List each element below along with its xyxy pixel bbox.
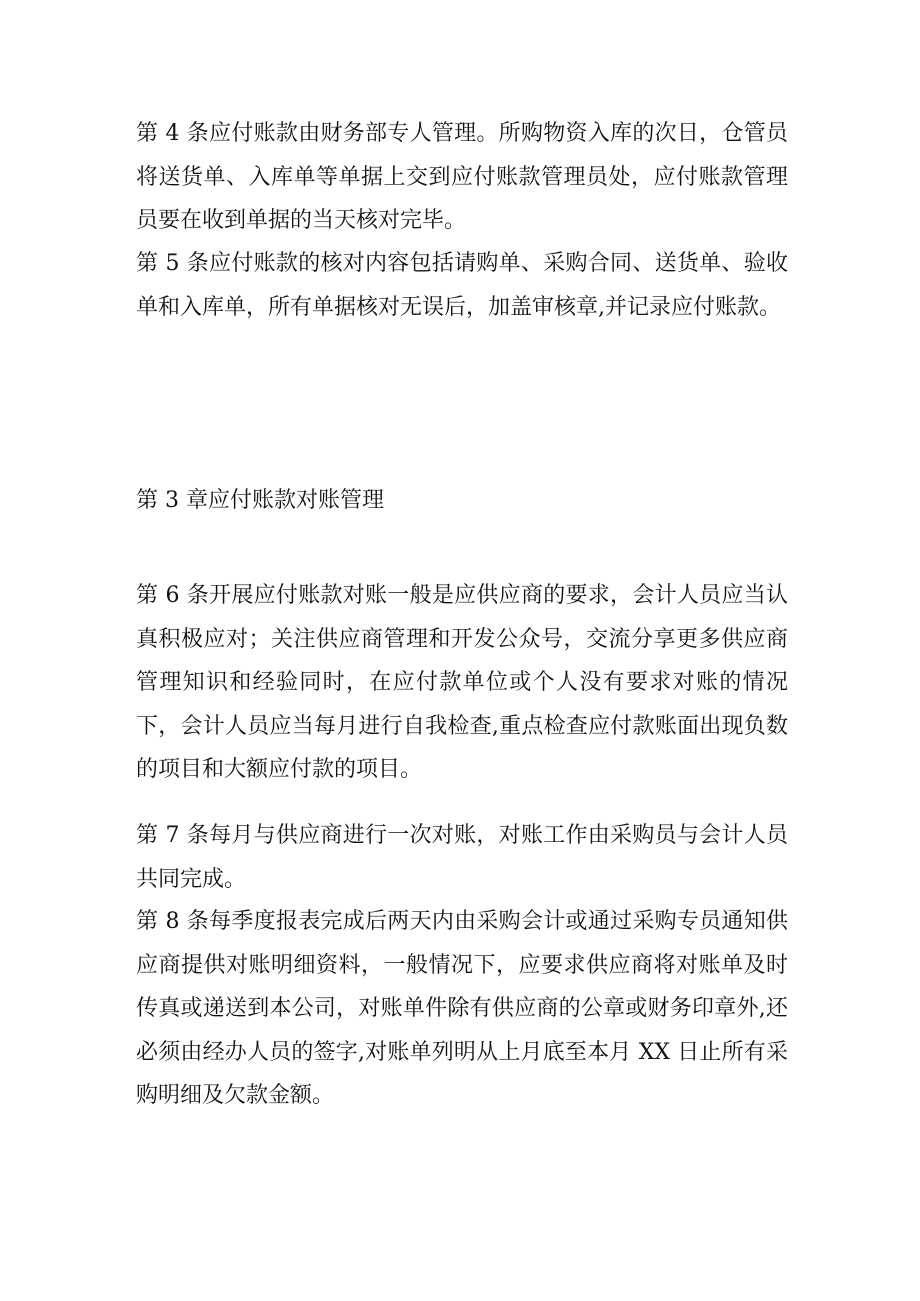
article-4-paragraph: 第 4 条应付账款由财务部专人管理。所购物资入库的次日，仓管员将送货单、入库单等单据上交到应付账款管理员处，应付账款管理员要在收到单据的当天核对完毕。 (136, 121, 788, 233)
article-6-paragraph: 第 6 条开展应付账款对账一般是应供应商的要求，会计人员应当认真积极应对；关注供应商管理和开发公众号，交流分享更多供应商管理知识和经验同时，在应付款单位或个人没有要求对账的情况下，会计人员应当每月进行自我检查,重点检查应付款账面出现负数的项目和大额应付款的项目。 (136, 583, 788, 782)
article-8-paragraph: 第 8 条每季度报表完成后两天内由采购会计或通过采购专员通知供应商提供对账明细资料，一般情况下，应要求供应商将对账单及时传真或递送到本公司，对账单件除有供应商的公章或财务印章外,还必须由经办人员的签字,对账单列明从上月底至本月 XX 日止所有采购明细及欠款金额。 (136, 909, 788, 1108)
chapter-3-heading: 第 3 章应付账款对账管理 (136, 488, 384, 513)
article-5-paragraph: 第 5 条应付账款的核对内容包括请购单、采购合同、送货单、验收单和入库单，所有单据核对无误后，加盖审核章,并记录应付账款。 (136, 251, 788, 320)
article-7-paragraph: 第 7 条每月与供应商进行一次对账，对账工作由采购员与会计人员共同完成。 (136, 823, 788, 892)
